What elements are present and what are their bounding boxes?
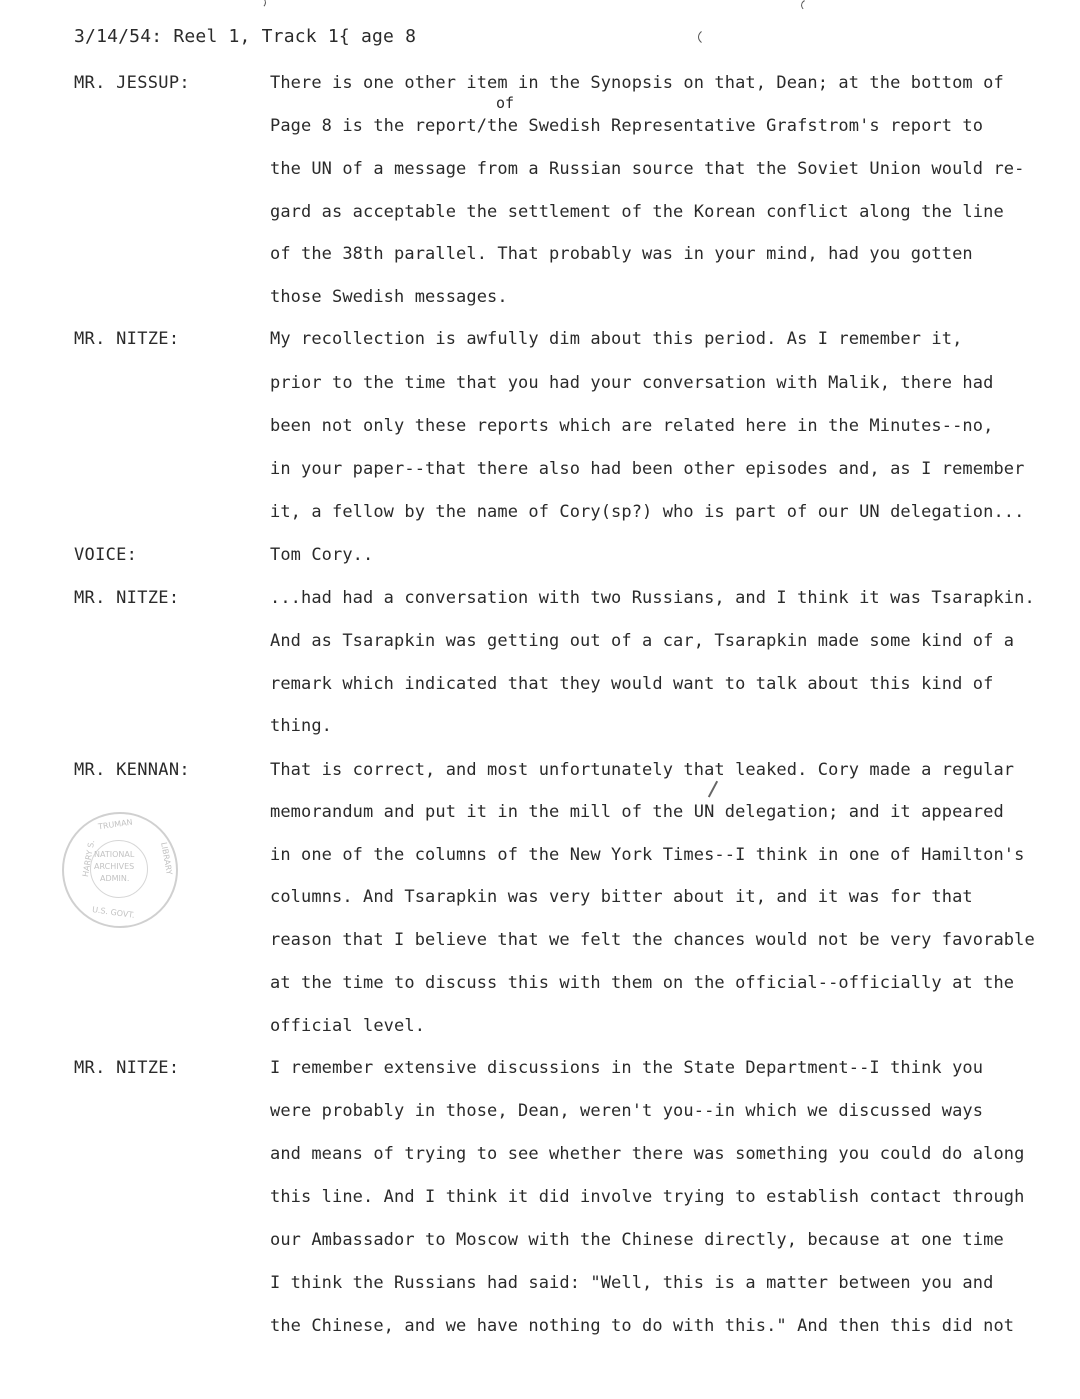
scan-mark-top-right: [800, 0, 822, 15]
pen-mark: [708, 781, 718, 798]
transcript-line: I remember extensive discussions in the State Department--I think you: [270, 1058, 984, 1078]
transcript-line: prior to the time that you had your conversation with Malik, there had: [270, 373, 994, 393]
transcript-line: official level.: [270, 1016, 426, 1036]
speaker-label: MR. NITZE:: [74, 1058, 180, 1078]
transcript-line: in one of the columns of the New York Times--I think in one of Hamilton's: [270, 845, 1025, 865]
transcript-line: columns. And Tsarapkin was very bitter about it, and it was for that: [270, 887, 973, 907]
transcript-line: been not only these reports which are related here in the Minutes--no,: [270, 416, 994, 436]
speaker-label: MR. KENNAN:: [74, 760, 190, 780]
transcript-line: our Ambassador to Moscow with the Chinese directly, because at one time: [270, 1230, 1004, 1250]
transcript-line: reason that I believe that we felt the chances would not be very favorable: [270, 930, 1035, 950]
transcript-line: at the time to discuss this with them on the official--officially at the: [270, 973, 1015, 993]
speaker-label: VOICE:: [74, 545, 138, 565]
transcript-line: And as Tsarapkin was getting out of a car, Tsarapkin made some kind of a: [270, 631, 1015, 651]
handwritten-insertion: of: [496, 94, 515, 112]
speaker-label: MR. NITZE:: [74, 588, 180, 608]
transcript-line: and means of trying to see whether there was something you could do along: [270, 1144, 1025, 1164]
transcript-line: this line. And I think it did involve trying to establish contact through: [270, 1187, 1025, 1207]
transcript-line: I think the Russians had said: "Well, this is a matter between you and: [270, 1273, 994, 1293]
transcript-line: the Chinese, and we have nothing to do with this." And then this did not: [270, 1316, 1015, 1336]
transcript-line: That is correct, and most unfortunately that leaked. Cory made a regular: [270, 760, 1015, 780]
transcript-line: in your paper--that there also had been other episodes and, as I remember: [270, 459, 1025, 479]
transcript-line: My recollection is awfully dim about this period. As I remember it,: [270, 329, 963, 349]
speaker-label: MR. NITZE:: [74, 329, 180, 349]
transcript-line: gard as acceptable the settlement of the Korean conflict along the line: [270, 202, 1004, 222]
speaker-label: MR. JESSUP:: [74, 73, 190, 93]
scan-mark-top: [247, 0, 267, 11]
transcript-line: of the 38th parallel. That probably was in your mind, had you gotten: [270, 244, 973, 264]
transcript-line: memorandum and put it in the mill of the UN delegation; and it appeared: [270, 802, 1004, 822]
transcript-line: the UN of a message from a Russian source that the Soviet Union would re-: [270, 159, 1025, 179]
transcript-line: those Swedish messages.: [270, 287, 508, 307]
transcript-line: There is one other item in the Synopsis on that, Dean; at the bottom of: [270, 73, 1004, 93]
transcript-line: ...had had a conversation with two Russians, and I think it was Tsarapkin.: [270, 588, 1035, 608]
transcript-line: were probably in those, Dean, weren't you--in which we discussed ways: [270, 1101, 984, 1121]
scan-mark-header: [698, 28, 724, 46]
transcript-line: thing.: [270, 716, 333, 736]
transcript-line: Tom Cory..: [270, 545, 374, 565]
transcript-line: Page 8 is the report/the Swedish Representative Grafstrom's report to: [270, 116, 984, 136]
archive-stamp-icon: TRUMAN HARRY S. LIBRARY NATIONAL ARCHIVES ADMIN. U.S. GOVT.: [62, 812, 178, 928]
transcript-line: it, a fellow by the name of Cory(sp?) who is part of our UN delegation...: [270, 502, 1025, 522]
transcript-line: remark which indicated that they would want to talk about this kind of: [270, 674, 994, 694]
page-header: 3/14/54: Reel 1, Track 1{ age 8: [74, 26, 417, 47]
